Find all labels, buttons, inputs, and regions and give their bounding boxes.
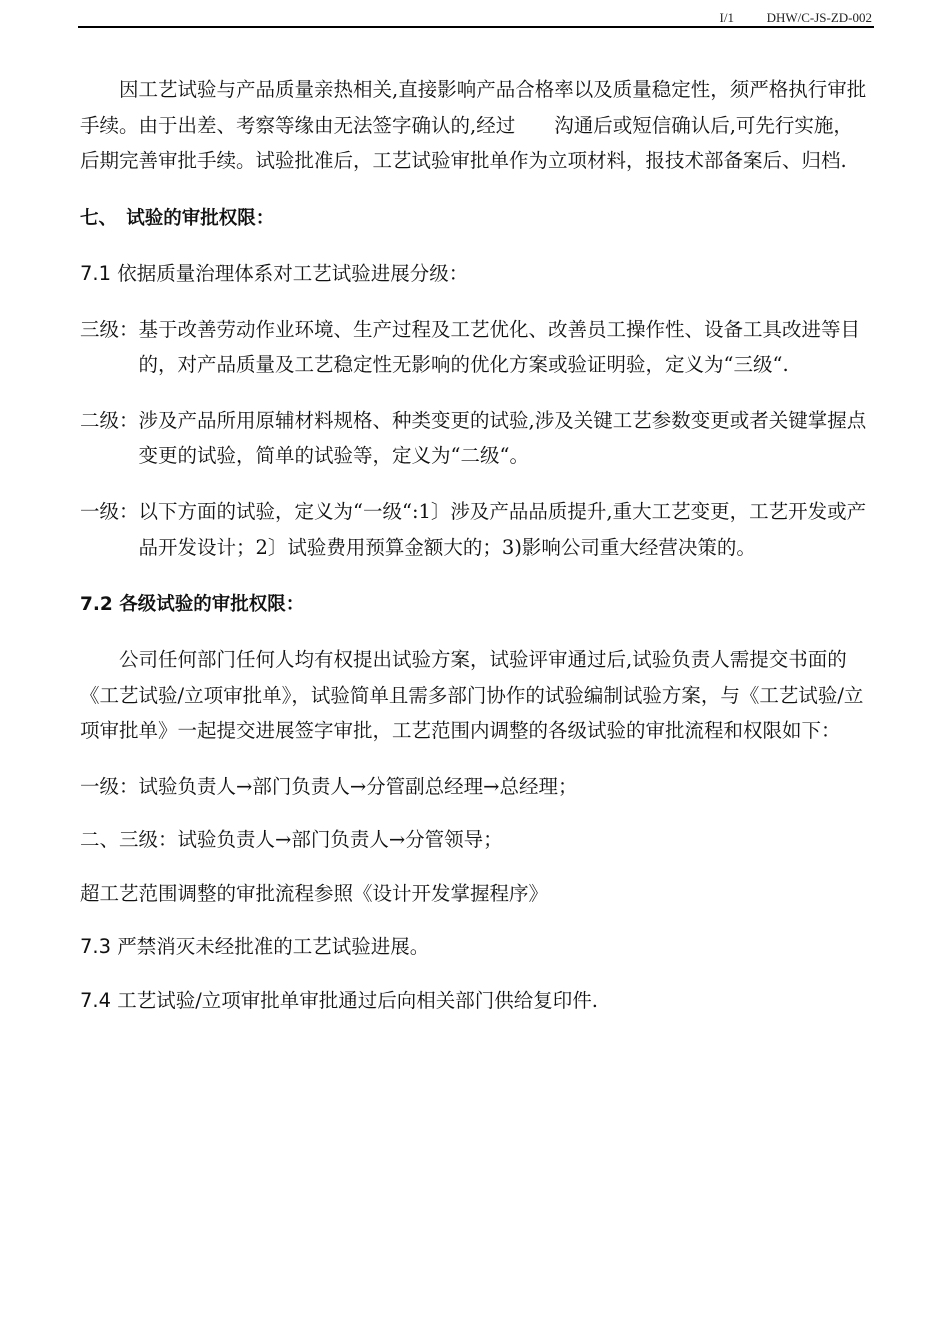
page-header — [78, 8, 874, 28]
level-one — [80, 494, 870, 567]
level-two-text: 涉及产品所用原辅材料规格、种类变更的试验,涉及关键工艺参数变更或者关键掌握点变更的试验，简单的试验等，定义为“二级“。 — [138, 408, 867, 467]
approval-flow-level-two-three: 二、三级：试验负责人→部门负责人→分管领导； — [80, 828, 503, 851]
clause-7-1 — [80, 256, 870, 292]
level-three-text: 基于改善劳动作业环境、生产过程及工艺优化、改善员工操作性、设备工具改进等目的，对产品质量及工艺稳定性无影响的优化方案或验证明验，定义为“三级“. — [138, 317, 861, 376]
level-three — [80, 312, 870, 383]
clause-7-4-number: 7.4 — [80, 988, 112, 1012]
intro-paragraph: 因工艺试验与产品质量亲热相关,直接影响产品合格率以及质量稳定性，须严格执行审批手续。由于出差、考察等缘由无法签字确认的,经过 沟通后或短信确认后,可先行实施，后期完善审批手续。试验批准后，工艺试验审批单作为立项材料，报技术部备案后、归档. — [80, 78, 867, 172]
page-number: I/1 — [719, 10, 734, 25]
clause-7-2-heading: 7.2 各级试验的审批权限： — [80, 593, 305, 615]
level-one-label: 一级： — [80, 499, 139, 523]
document-body — [80, 72, 870, 1018]
level-two — [80, 403, 870, 474]
clause-7-3-text: 严禁消灭未经批准的工艺试验进展。 — [111, 935, 430, 958]
clause-7-1-number: 7.1 — [80, 262, 112, 285]
clause-7-3 — [80, 929, 870, 965]
clause-7-3-number: 7.3 — [80, 935, 112, 958]
level-two-label: 二级： — [80, 408, 139, 432]
section-7-heading: 七、 试验的审批权限： — [80, 207, 275, 229]
clause-7-1-text: 依据质量治理体系对工艺试验进展分级： — [111, 262, 469, 285]
approval-flow-out-of-scope: 超工艺范围调整的审批流程参照《设计开发掌握程序》 — [80, 881, 549, 905]
level-one-text: 以下方面的试验，定义为“一级“:1〕涉及产品品质提升,重大工艺变更，工艺开发或产品开发设计；2〕试验费用预算金额大的；3)影响公司重大经营决策的。 — [138, 499, 867, 559]
approval-flow-level-one: 一级：试验负责人→部门负责人→分管副总经理→总经理； — [80, 774, 578, 798]
clause-7-4-text: 工艺试验/立项审批单审批通过后向相关部门供给复印件. — [111, 988, 598, 1012]
clause-7-2-paragraph: 公司任何部门任何人均有权提出试验方案，试验评审通过后,试验负责人需提交书面的《工艺试验/立项审批单》，试验简单且需多部门协作的试验编制试验方案，与《工艺试验/立项审批单》一起提交进展签字审批，工艺范围内调整的各级试验的审批流程和权限如下： — [80, 648, 864, 742]
clause-7-4 — [80, 983, 870, 1019]
document-code: DHW/C-JS-ZD-002 — [766, 10, 872, 25]
level-three-label: 三级： — [80, 317, 139, 341]
